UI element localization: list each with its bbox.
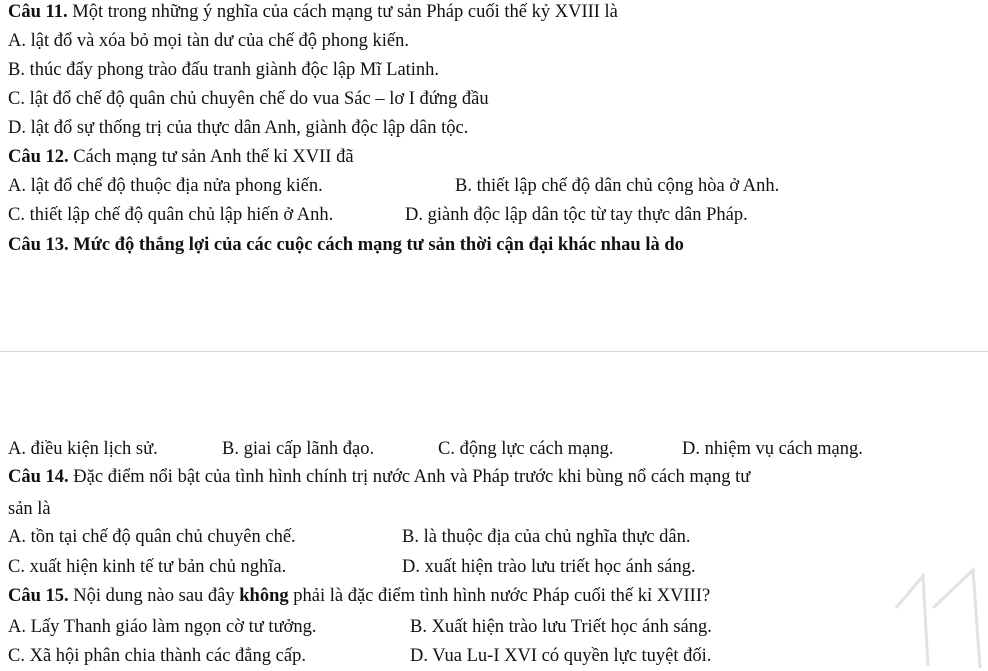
question-number: Câu 14. [8,467,69,487]
q11-option-c: C. lật đổ chế độ quân chủ chuyên chế do vua Sác – lơ I đứng đầu [8,89,489,109]
question-12-stem [8,146,354,168]
faint-pen-mark [808,556,988,671]
q15-option-a: A. Lấy Thanh giáo làm ngọn cờ tư tưởng. [8,617,317,637]
question-text-pre: Nội dung nào sau đây [68,586,240,606]
q12-option-b: B. thiết lập chế độ dân chủ cộng hòa ở Anh. [455,176,780,196]
q12-option-a: A. lật đổ chế độ thuộc địa nửa phong kiến. [8,176,323,196]
section-divider [0,351,988,352]
q11-option-d: D. lật đổ sự thống trị của thực dân Anh, giành độc lập dân tộc. [8,118,469,138]
question-14-stem [8,466,750,488]
q12-option-c: C. thiết lập chế độ quân chủ lập hiến ở Anh. [8,205,334,225]
question-number: Câu 13. [8,235,69,255]
question-text-post: phải là đặc điểm tình hình nước Pháp cuối thế kỉ XVIII? [288,586,711,606]
q14-option-b: B. là thuộc địa của chủ nghĩa thực dân. [402,527,691,547]
question-text: Một trong những ý nghĩa của cách mạng tư sản Pháp cuối thế kỷ XVIII là [67,2,618,22]
q11-option-b: B. thúc đẩy phong trào đấu tranh giành độc lập Mĩ Latinh. [8,60,440,80]
question-11-stem [8,1,618,23]
question-14-stem-cont: sản là [8,499,51,519]
q11-option-a: A. lật đổ và xóa bỏ mọi tàn dư của chế độ phong kiến. [8,31,410,51]
question-text: Mức độ thắng lợi của các cuộc cách mạng tư sản thời cận đại khác nhau là do [68,235,684,255]
q13-option-c: C. động lực cách mạng. [438,439,614,459]
question-13-stem [8,234,684,256]
q14-option-a: A. tồn tại chế độ quân chủ chuyên chế. [8,527,296,547]
q13-option-d: D. nhiệm vụ cách mạng. [682,439,863,459]
q15-option-b: B. Xuất hiện trào lưu Triết học ánh sáng. [410,617,712,637]
question-15-stem [8,585,710,607]
question-text: Đặc điểm nổi bật của tình hình chính trị nước Anh và Pháp trước khi bùng nổ cách mạng tư [68,467,751,487]
q12-option-d: D. giành độc lập dân tộc từ tay thực dân Pháp. [405,205,748,225]
q15-option-c: C. Xã hội phân chia thành các đẳng cấp. [8,646,306,666]
q14-option-d: D. xuất hiện trào lưu triết học ánh sáng. [402,557,696,577]
question-number: Câu 15. [8,586,69,606]
q14-option-c: C. xuất hiện kinh tế tư bản chủ nghĩa. [8,557,287,577]
question-text-emphasis: không [239,586,289,606]
q13-option-a: A. điều kiện lịch sử. [8,439,158,459]
question-number: Câu 11. [8,2,68,22]
question-number: Câu 12. [8,147,69,167]
q13-option-b: B. giai cấp lãnh đạo. [222,439,375,459]
question-text: Cách mạng tư sản Anh thế kỉ XVII đã [68,147,354,167]
q15-option-d: D. Vua Lu-I XVI có quyền lực tuyệt đối. [410,646,712,666]
